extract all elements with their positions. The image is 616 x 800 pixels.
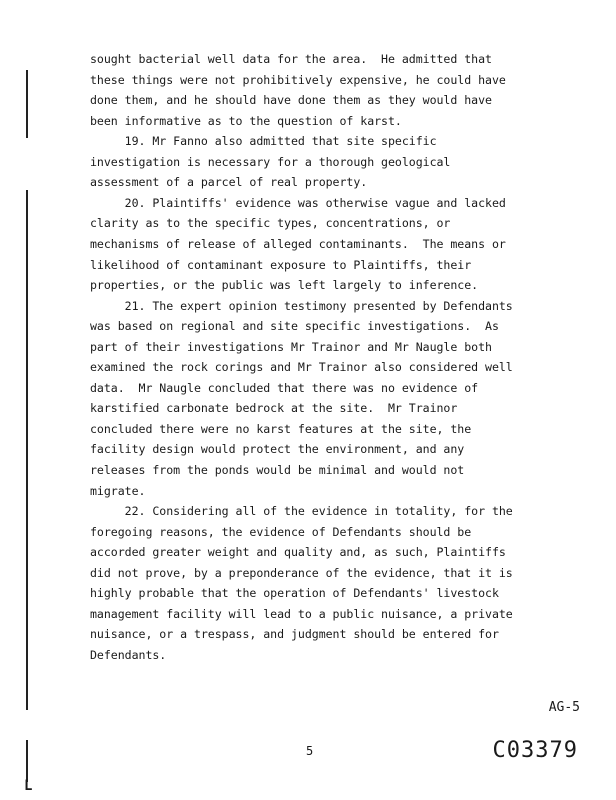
text-line: releases from the ponds would be minimal and would not xyxy=(90,463,465,477)
margin-change-bar xyxy=(26,70,28,138)
appendix-code: AG-5 xyxy=(548,700,580,715)
text-line: concluded there were no karst features at the site, the xyxy=(90,421,472,436)
text-line: clarity as to the specific types, concentrations, or xyxy=(90,216,451,231)
text-line: was based on regional and site specific investigations. As xyxy=(90,319,499,334)
text-line: sought bacterial well data for the area. He admitted that xyxy=(90,52,492,66)
text-line: 21. The expert opinion testimony presented by Defendants xyxy=(90,298,513,313)
text-line: karstified carbonate bedrock at the site. Mr Trainor xyxy=(90,401,458,416)
text-line: foregoing reasons, the evidence of Defendants should be xyxy=(90,524,472,539)
text-line: 22. Considering all of the evidence in totality, for the xyxy=(90,504,513,519)
margin-change-bar xyxy=(26,740,28,782)
corner-mark: L xyxy=(24,778,33,794)
page-number: 5 xyxy=(306,744,314,758)
bates-number: C03379 xyxy=(492,738,578,763)
text-line: examined the rock corings and Mr Trainor also considered well xyxy=(90,360,513,375)
margin-change-bar xyxy=(26,190,28,710)
text-line: properties, or the public was left largely to inference. xyxy=(90,278,479,293)
text-line: accorded greater weight and quality and, as such, Plaintiffs xyxy=(90,545,506,560)
text-line: investigation is necessary for a thorough geological xyxy=(90,154,451,169)
text-line: part of their investigations Mr Trainor and Mr Naugle both xyxy=(90,339,492,354)
text-line: been informative as to the question of karst. xyxy=(90,113,402,128)
text-line: data. Mr Naugle concluded that there was no evidence of xyxy=(90,380,479,395)
text-line: likelihood of contaminant exposure to Plaintiffs, their xyxy=(90,257,472,272)
text-line: migrate. xyxy=(90,483,146,498)
text-line: mechanisms of release of alleged contaminants. The means or xyxy=(90,236,506,251)
text-line: assessment of a parcel of real property. xyxy=(90,175,368,190)
text-line: Defendants. xyxy=(90,647,167,662)
text-line: did not prove, by a preponderance of the evidence, that it is xyxy=(90,565,513,580)
text-line: these things were not prohibitively expensive, he could have xyxy=(90,72,506,87)
text-line: 20. Plaintiffs' evidence was otherwise vague and lacked xyxy=(90,195,506,210)
text-line: highly probable that the operation of Defendants' livestock xyxy=(90,586,499,601)
text-line: done them, and he should have done them as they would have xyxy=(90,93,492,108)
text-line: management facility will lead to a public nuisance, a private xyxy=(90,606,513,621)
text-line: facility design would protect the environment, and any xyxy=(90,442,465,457)
text-line: 19. Mr Fanno also admitted that site specific xyxy=(90,134,437,149)
text-line: nuisance, or a trespass, and judgment should be entered for xyxy=(90,627,499,642)
